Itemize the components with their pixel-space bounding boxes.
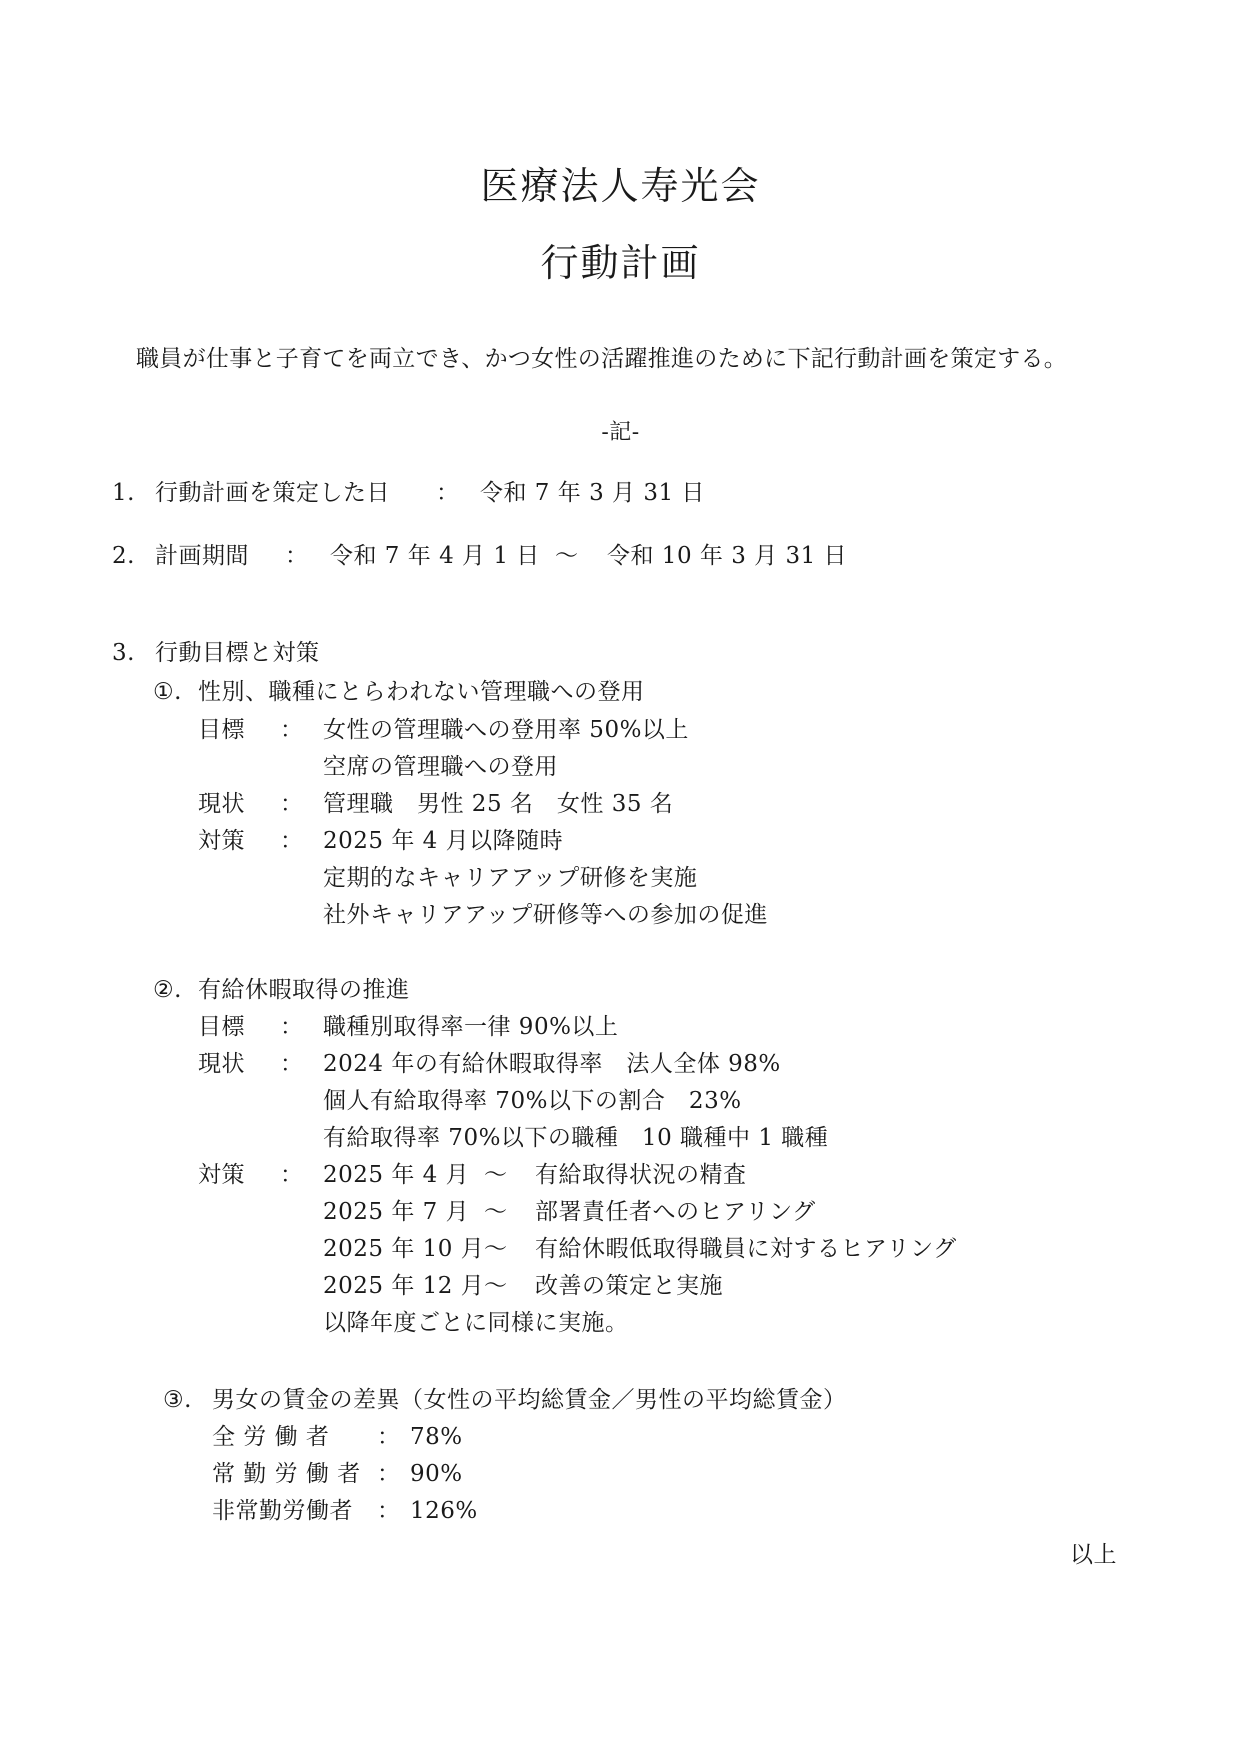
goal-1-title: 性別、職種にとらわれない管理職への登用 [198, 679, 645, 705]
wage-row-separator: ： [377, 1424, 401, 1450]
goal-1-target-line: 空席の管理職への登用 [323, 754, 558, 780]
goal-2-target-row [0, 1012, 1241, 1042]
schedule-tilde: ～ [484, 1162, 508, 1188]
schedule-tilde: ～ [484, 1236, 508, 1262]
item-1 [0, 478, 1241, 508]
schedule-date: 2025 年 7 月 [323, 1199, 470, 1225]
item-1-label: 行動計画を策定した日 [155, 480, 390, 506]
goal-1-measure-line: 2025 年 4 月以降随時 [323, 828, 564, 854]
wage-row-value: 126% [410, 1498, 478, 1524]
goal-2-closing: 以降年度ごとに同様に実施。 [323, 1310, 629, 1336]
wage-row-separator: ： [377, 1461, 401, 1487]
item-3-number: 3. [112, 640, 135, 666]
item-2 [0, 541, 1241, 571]
goal-1-measure-separator: ： [280, 828, 304, 854]
wage-row-parttime [0, 1496, 1241, 1526]
goal-1-target-label: 目標 [198, 717, 245, 743]
item-2-start-date: 令和 7 年 4 月 1 日 [330, 543, 540, 569]
item-1-value: 令和 7 年 3 月 31 日 [480, 480, 705, 506]
goal-1-measure-line: 定期的なキャリアアップ研修を実施 [323, 865, 698, 891]
document-title: 行動計画 [540, 241, 701, 285]
goal-2-status-line: 個人有給取得率 70%以下の割合 23% [323, 1088, 742, 1114]
goal-1-status-line: 管理職 男性 25 名 女性 35 名 [323, 791, 674, 817]
goal-2-target-line: 職種別取得率一律 90%以上 [323, 1014, 619, 1040]
schedule-action: 部署責任者へのヒアリング [535, 1199, 816, 1225]
goal-2-title: 有給休暇取得の推進 [198, 977, 410, 1003]
goal-2-schedule-row-3 [0, 1234, 1241, 1264]
goal-1-heading [0, 677, 1241, 707]
goal-2-status-row [0, 1049, 1241, 1079]
goal-2-closing-row [0, 1308, 1241, 1338]
goal-2-marker: ②. [153, 977, 182, 1003]
goal-2-status-separator: ： [280, 1051, 304, 1077]
goal-3-marker: ③. [163, 1387, 192, 1413]
schedule-tilde: ～ [484, 1273, 508, 1299]
goal-2-measure-separator: ： [280, 1162, 304, 1188]
goal-2-measure-label: 対策 [198, 1162, 245, 1188]
goal-1-measure-label: 対策 [198, 828, 245, 854]
goal-1-status-separator: ： [280, 791, 304, 817]
item-2-tilde: ～ [555, 543, 579, 569]
item-2-separator: ： [285, 543, 309, 569]
goal-1-target-row-2 [0, 752, 1241, 782]
wage-row-fulltime [0, 1459, 1241, 1489]
goal-2-measure-row [0, 1160, 1241, 1190]
goal-1-target-row [0, 715, 1241, 745]
goal-1-measure-row [0, 826, 1241, 856]
goal-1-marker: ①. [153, 679, 182, 705]
schedule-action: 有給休暇低取得職員に対するヒアリング [535, 1236, 957, 1262]
goal-1-status-label: 現状 [198, 791, 245, 817]
schedule-tilde: ～ [484, 1199, 508, 1225]
item-3 [0, 638, 1241, 668]
intro-text: 職員が仕事と子育てを両立でき、かつ女性の活躍推進のために下記行動計画を策定する。 [136, 346, 1068, 372]
schedule-action: 改善の策定と実施 [535, 1273, 723, 1299]
goal-1-target-line: 女性の管理職への登用率 50%以上 [323, 717, 689, 743]
schedule-action: 有給取得状況の精査 [535, 1162, 747, 1188]
goal-3-heading [0, 1385, 1241, 1415]
goal-1-measure-row-2 [0, 863, 1241, 893]
schedule-date: 2025 年 12 月 [323, 1273, 485, 1299]
ki-marker: -記- [601, 420, 640, 445]
goal-2-heading [0, 975, 1241, 1005]
goal-2-schedule-row-4 [0, 1271, 1241, 1301]
goal-1-measure-row-3 [0, 900, 1241, 930]
wage-row-value: 90% [410, 1461, 463, 1487]
wage-row-separator: ： [377, 1498, 401, 1524]
item-2-number: 2. [112, 543, 135, 569]
goal-1-target-separator: ： [280, 717, 304, 743]
goal-2-target-separator: ： [280, 1014, 304, 1040]
item-2-label: 計画期間 [155, 543, 249, 569]
goal-2-status-label: 現状 [198, 1051, 245, 1077]
wage-row-label: 常 勤 労 働 者 [212, 1461, 361, 1487]
item-2-end-date: 令和 10 年 3 月 31 日 [607, 543, 848, 569]
goal-2-schedule-row-2 [0, 1197, 1241, 1227]
goal-1-measure-line: 社外キャリアアップ研修等への参加の促進 [323, 902, 768, 928]
goal-2-status-line: 2024 年の有給休暇取得率 法人全体 98% [323, 1051, 781, 1077]
goal-2-status-row-3 [0, 1123, 1241, 1153]
schedule-date: 2025 年 4 月 [323, 1162, 470, 1188]
item-1-separator: ： [436, 480, 460, 506]
goal-2-target-label: 目標 [198, 1014, 245, 1040]
wage-row-all [0, 1422, 1241, 1452]
goal-1-status-row [0, 789, 1241, 819]
goal-2-status-line: 有給取得率 70%以下の職種 10 職種中 1 職種 [323, 1125, 829, 1151]
schedule-date: 2025 年 10 月 [323, 1236, 485, 1262]
wage-row-value: 78% [410, 1424, 463, 1450]
goal-3-title: 男女の賃金の差異（女性の平均総賃金／男性の平均総賃金） [212, 1387, 847, 1413]
goal-2-status-row-2 [0, 1086, 1241, 1116]
closing-mark: 以上 [1070, 1542, 1117, 1568]
wage-row-label: 全 労 働 者 [212, 1424, 330, 1450]
item-1-number: 1. [112, 480, 135, 506]
organization-name: 医療法人寿光会 [480, 164, 761, 208]
item-3-label: 行動目標と対策 [155, 640, 320, 666]
wage-row-label: 非常勤労働者 [212, 1498, 353, 1524]
